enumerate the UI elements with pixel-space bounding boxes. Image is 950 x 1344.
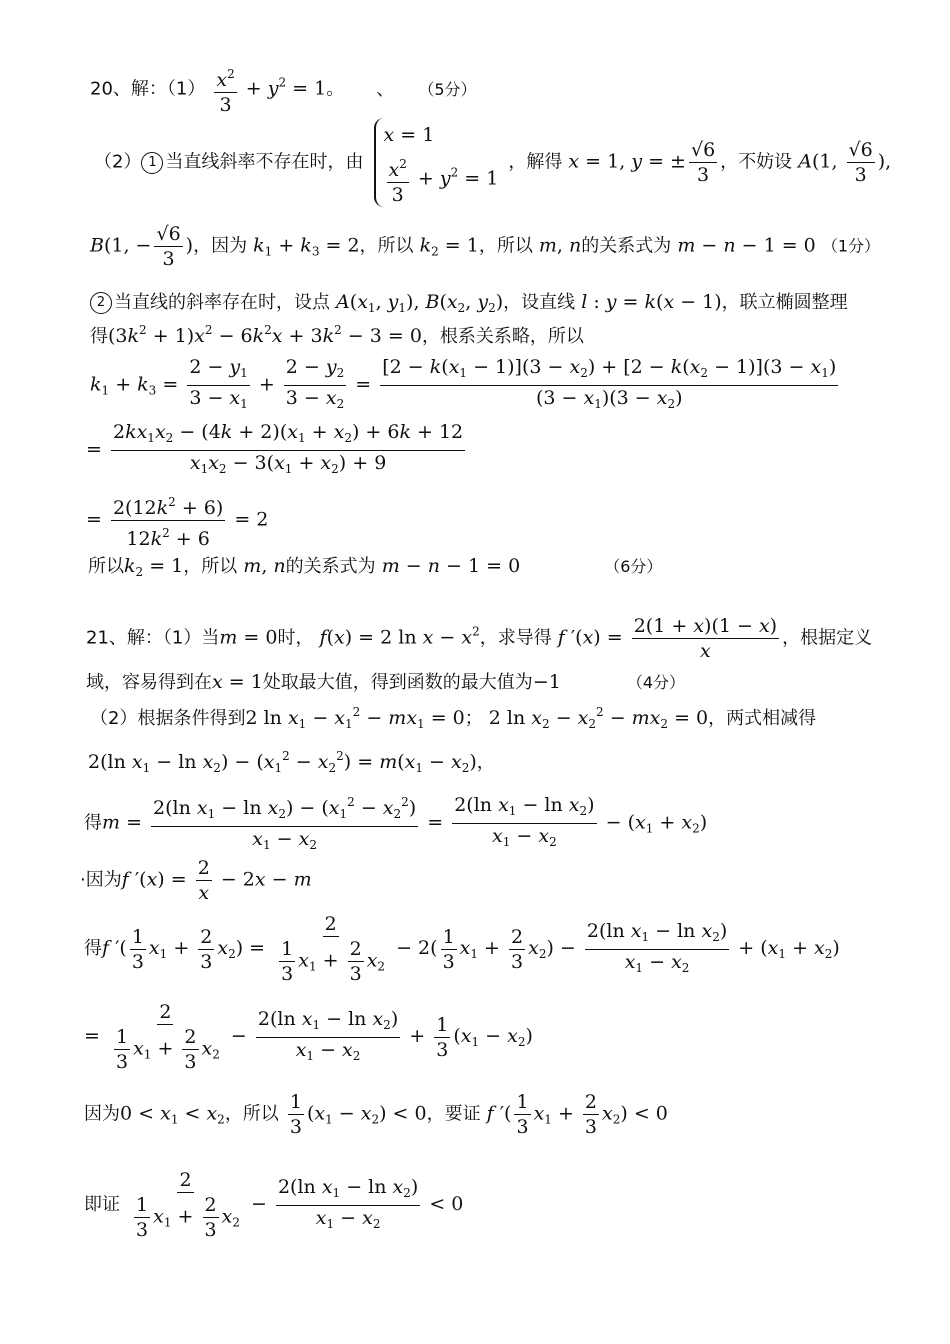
q20-part1: 20、解：（1） $\frac{x^2}{3}$ + $y^2 = 1$。 、 （5分） (90, 62, 477, 117)
q20-k-sum-3: = $\frac{2(12k^2 + 6)}{12k^2 + 6}$ = 2 (86, 490, 268, 551)
score: （1分） (821, 236, 880, 256)
q21-part1-b: 域，容易得到在x = 1处取最大值，得到函数的最大值为−1 （4分） (86, 671, 686, 693)
q20-k-sum: $k_1 + k_3$ = $\frac{2 - y_1}{3 - x_1}$ + $\frac{2 - y_2}{3 - x_2}$ = $\frac{[2 - k(x_1 - 1)](3 - x_2) + [2 - k(x_2 - 1)](3 - x_1)}{(3 - x_1)(3 - x_2)}$ (90, 356, 837, 411)
q21-part2: （2）根据条件得到2 $\ln x_1 - x_1^2 - mx_1 = 0$； 2 $\ln x_2 - x_2^2 - mx_2 = 0$，两式相减得 (90, 705, 817, 731)
equation-system: x = 1 $\frac{x^2}{3}$ + $y^2 = 1$ (374, 118, 499, 207)
q20-conclusion: 所以$k_2 = 1$，所以 m, n的关系式为 m − n − 1 = 0 （6分） (88, 555, 663, 579)
circled-number: 2 (90, 292, 112, 314)
q20-case1: （2） 1 当直线斜率不存在时，由 x = 1 $\frac{x^2}{3}$ + $y^2 = 1$ ，解得 x = 1, y = ± $\frac{√6}{3}$ ，不妨设 A(1, $\frac{√6}{3}$ ), (94, 118, 891, 207)
circled-number: 1 (141, 152, 163, 174)
q20-case2-eq: 得$(3k^2 + 1)x^2 - 6k^2x + 3k^2 - 3 = 0$，根系关系略，所以 (90, 323, 584, 347)
score: （6分） (604, 557, 663, 576)
q20-case2: 2 当直线的斜率存在时，设点 $A(x_1$, $y_1$), $B(x_2$, $y_2$)，设直线 l : y = k(x − 1)，联立椭圆整理 (90, 288, 848, 315)
q21-simplified: = 2 $\frac{1}{3}$ $x_1$ + $\frac{2}{3}$ $x_2$ − $\frac{2(\ln x_1 - \ln x_2)}{x_1 - x_2}$ + $\frac{1}{3}$ $(x_1 - x_2)$ (84, 1001, 533, 1073)
q21-diff: 2(ln $x_1 - \ln x_2) - (x_1^2 - x_2^2) = m(x_1 - x_2)$， (88, 749, 495, 775)
fraction: $\frac{x^2}{3}$ (214, 62, 236, 117)
q21-since: 因为$0 < x_1 < x_2$，所以 $\frac{1}{3}$ $(x_1 - x_2) < 0$，要证 f ′( $\frac{1}{3}$ $x_1$ + $\frac{2}{3}$ $x_2) < 0$ (84, 1091, 668, 1138)
score: （5分） (418, 79, 477, 99)
q21-part1: 21、解：（1）当m = 0时， f(x) = 2 $\ln x - x^2$，求导得 f ′(x) = $\frac{2(1 + x)(1 - x)}{x}$ ，根据定义 (86, 615, 873, 662)
q20-k-sum-2: = $\frac{2kx_1x_2 - (4k + 2)(x_1 + x_2) + 6k + 12}{x_1x_2 - 3(x_1 + x_2) + 9}$ (86, 421, 464, 476)
q21-prove: 即证 2 $\frac{1}{3}$ $x_1$ + $\frac{2}{3}$ $x_2$ − $\frac{2(\ln x_1 - \ln x_2)}{x_1 - x_2}$ < 0 (84, 1169, 464, 1241)
q21-fprime-sub: 得f ′( $\frac{1}{3}$ $x_1$ + $\frac{2}{3}$ $x_2$) = 2 $\frac{1}{3}$ $x_1$ + $\frac{2}{3}$ $x_2$ − 2( $\frac{1}{3}$ $x_1$ + $\frac{2}{3}$ $x_2$) − $\frac{2(\ln x_1 - \ln x_2)}{x_1 - x_2}$ + $(x_1 + x_2)$ (84, 913, 840, 985)
q21-m: 得m = $\frac{2(\ln x_1 - \ln x_2) - (x_1^2 - x_2^2)}{x_1 - x_2}$ = $\frac{2(\ln x_1 - \ln x_2)}{x_1 - x_2}$ − $(x_1 + x_2)$ (84, 790, 707, 857)
score: （4分） (626, 673, 686, 692)
q20-head: 20、解：（1） (90, 78, 206, 100)
q21-fprime: ·因为f ′(x) = $\frac{2}{x}$ − 2x − m (80, 857, 312, 904)
q20-case1-b: B(1, − $\frac{√6}{3}$ )，因为 $k_1 + k_3 = 2$，所以 $k_2 = 1$，所以 m, n的关系式为 m − n − 1 = 0 （1分） (90, 223, 880, 270)
